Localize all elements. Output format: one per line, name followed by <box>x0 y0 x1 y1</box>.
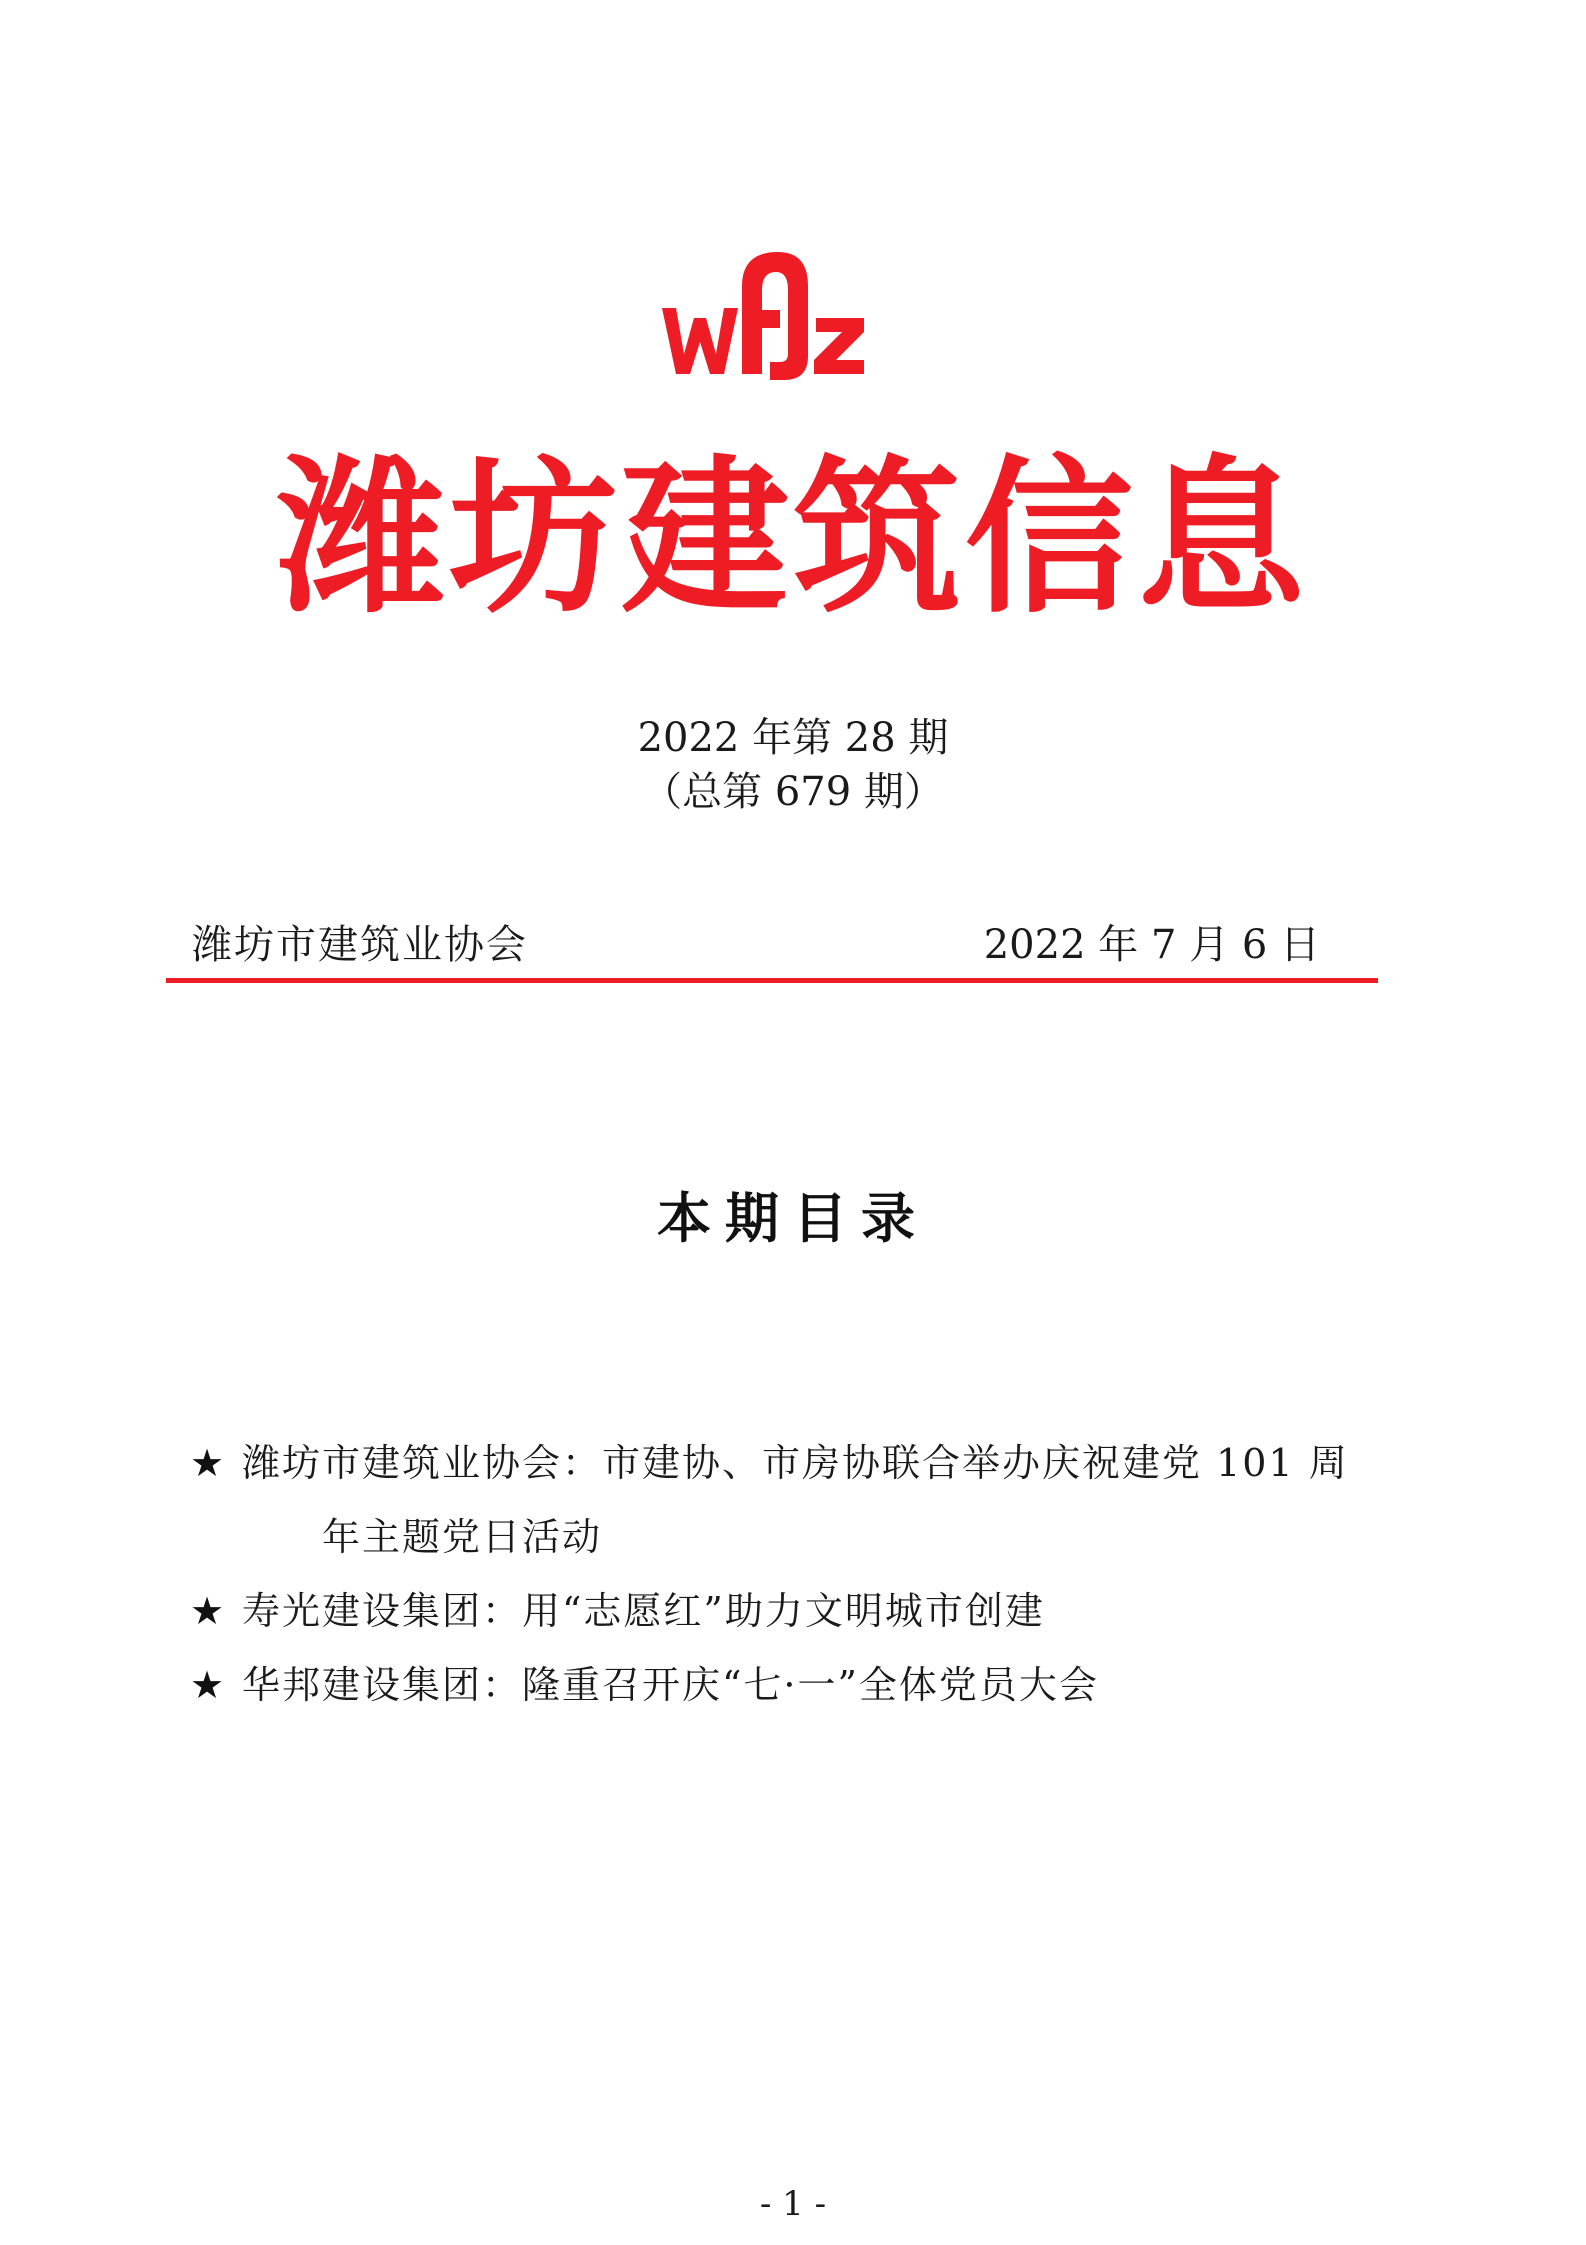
logo-graphic <box>658 246 868 381</box>
toc-item-text: 潍坊市建筑业协会：市建协、市房协联合举办庆祝建党 101 周 <box>242 1441 1349 1485</box>
page-number: - 1 - <box>759 2184 827 2224</box>
header-divider <box>166 978 1378 983</box>
total-issue-number: （总第 679 期） <box>642 769 944 815</box>
toc-item-text-continued: 年主题党日活动 <box>322 1515 603 1559</box>
toc-item <box>190 1648 1410 1722</box>
toc-item <box>190 1426 1410 1574</box>
star-icon: ★ <box>190 1663 227 1707</box>
association-logo <box>658 246 868 381</box>
publish-date: 2022 年 7 月 6 日 <box>983 922 1320 968</box>
issue-number: 2022 年第 28 期 <box>637 715 949 761</box>
toc-item <box>190 1574 1410 1648</box>
star-icon: ★ <box>190 1441 227 1485</box>
masthead-title: 潍坊建筑信息 <box>277 440 1309 636</box>
publisher-name: 潍坊市建筑业协会 <box>192 922 528 968</box>
star-icon: ★ <box>190 1589 227 1633</box>
toc-item-text: 华邦建设集团：隆重召开庆“七·一”全体党员大会 <box>242 1663 1099 1707</box>
toc-title: 本期目录 <box>657 1187 929 1250</box>
publisher-row <box>192 920 1320 970</box>
toc-item-text: 寿光建设集团：用“志愿红”助力文明城市创建 <box>242 1589 1045 1633</box>
toc-list <box>190 1426 1410 1722</box>
